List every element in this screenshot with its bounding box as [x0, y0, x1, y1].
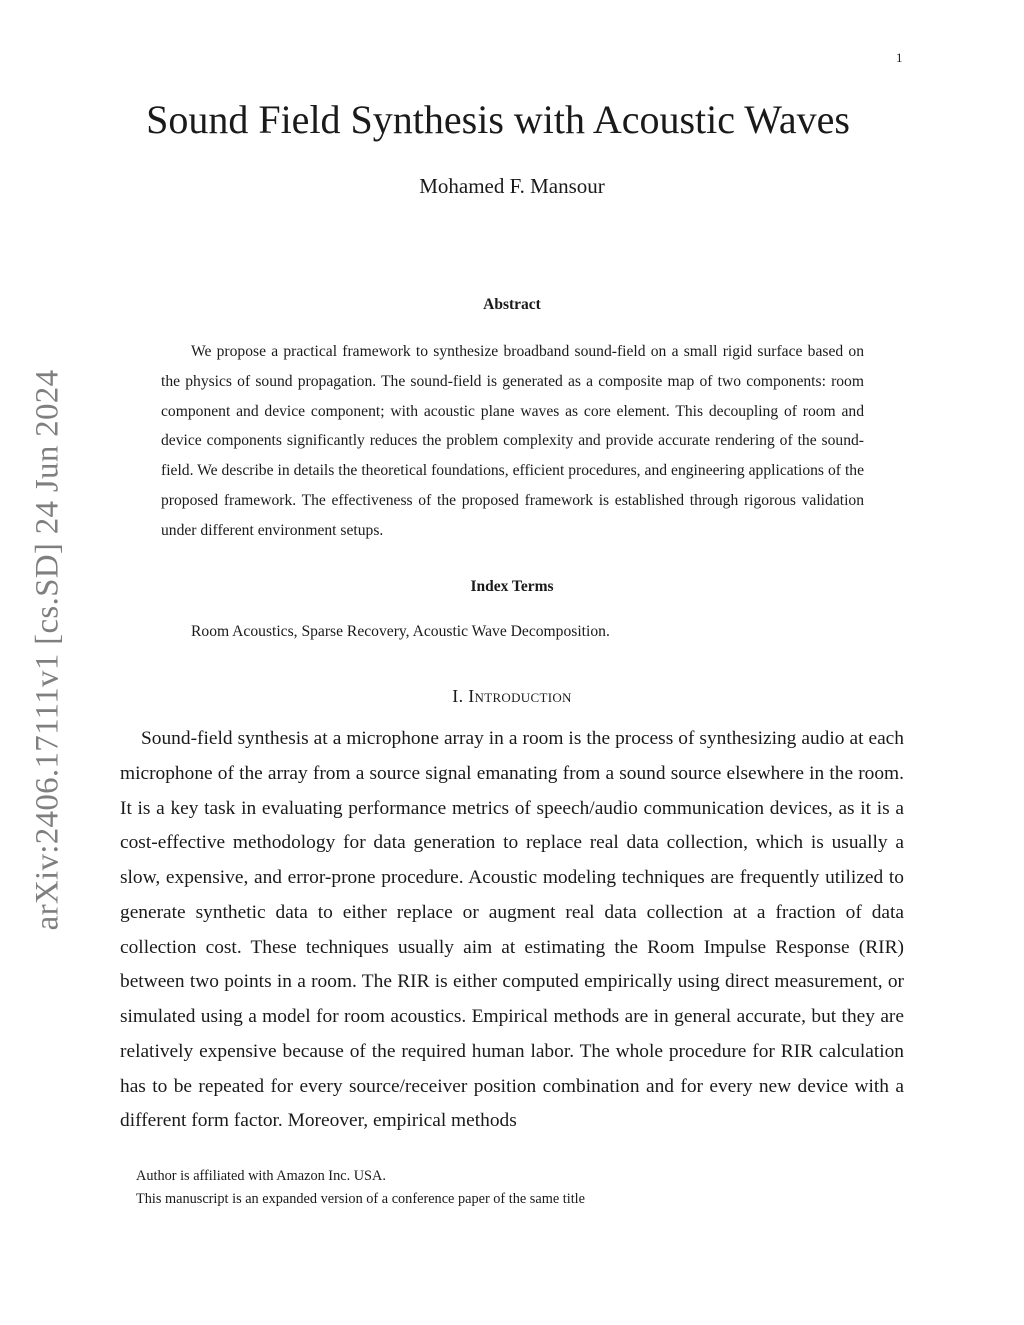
index-terms-heading: Index Terms: [470, 578, 554, 595]
index-terms-text: Room Acoustics, Sparse Recovery, Acoustic Wave Decomposition.: [191, 623, 610, 640]
abstract-text: We propose a practical framework to synthesize broadband sound-field on a small rigid surface based on the physics of sound propagation. The sound-field is generated as a composite map of two components: room component and device component; with acoustic plane waves as core element. This decoupling of room and device components significantly reduces the problem complexity and provide accurate rendering of the sound-field. We describe in details the theoretical foundations, efficient procedures, and engineering applications of the proposed framework. The effectiveness of the proposed framework is established through rigorous validation under different environment setups.: [161, 343, 864, 539]
section-heading: [0, 686, 1024, 707]
paper-title: Sound Field Synthesis with Acoustic Waves: [146, 97, 850, 142]
footnote-manuscript-note: This manuscript is an expanded version of a conference paper of the same title: [136, 1191, 585, 1207]
arxiv-identifier-stamp: arXiv:2406.17111v1 [cs.SD] 24 Jun 2024: [29, 369, 66, 931]
page-number: 1: [896, 50, 903, 65]
abstract-heading: Abstract: [483, 296, 541, 313]
footnotes: [136, 1165, 896, 1211]
introduction-paragraph: Sound-field synthesis at a microphone array in a room is the process of synthesizing audio at each microphone of the array from a source signal emanating from a sound source elsewhere in the room. It is a key task in evaluating performance metrics of speech/audio communication devices, as it is a cost-effective methodology for data generation to replace real data collection, which is usually a slow, expensive, and error-prone procedure. Acoustic modeling techniques are frequently utilized to generate synthetic data to either replace or augment real data collection at a fraction of data collection cost. These techniques usually aim at estimating the Room Impulse Response (RIR) between two points in a room. The RIR is either computed empirically using direct measurement, or simulated using a model for room acoustics. Empirical methods are in general accurate, but they are relatively expensive because of the required human labor. The whole procedure for RIR calculation has to be repeated for every source/receiver position combination and for every new device with a different form factor. Moreover, empirical methods: [120, 728, 904, 1132]
section-title: Introduction: [468, 686, 572, 706]
footnote-affiliation: Author is affiliated with Amazon Inc. USA.: [136, 1168, 386, 1184]
section-number: I.: [452, 686, 464, 706]
author-name: Mohamed F. Mansour: [419, 174, 605, 198]
